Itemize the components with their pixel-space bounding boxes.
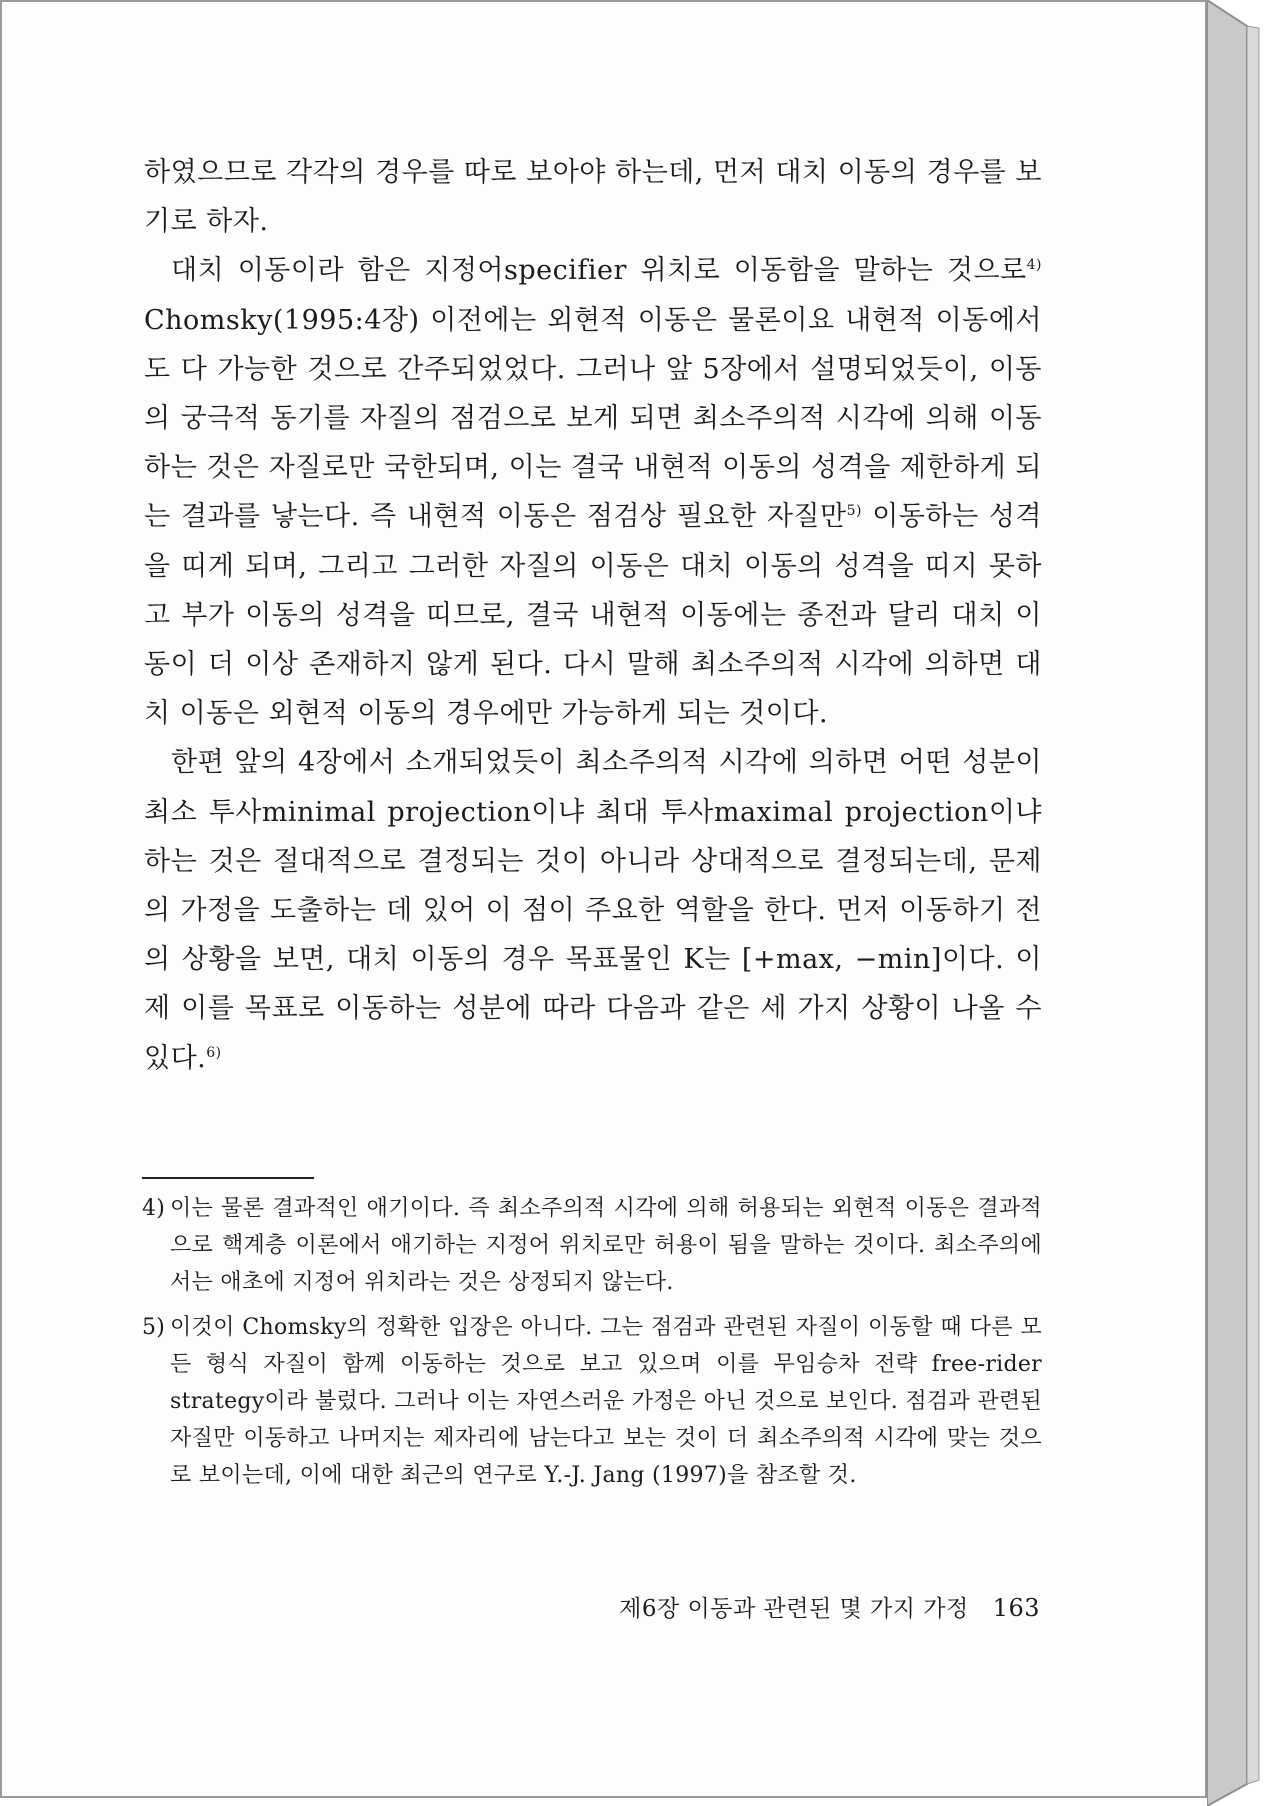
paragraph-1: [144, 148, 1042, 246]
footnote-4-text: 이는 물론 결과적인 애기이다. 즉 최소주의적 시각에 의해 허용되는 외현적 이동은 결과적으로 핵계층 이론에서 애기하는 지정어 위치로만 허용이 됨을 말하는 것이다. 최소주의에서는 애초에 지정어 위치라는 것은 상정되지 않는다.: [170, 1196, 1042, 1295]
footnote-ref-6[interactable]: 6): [206, 1044, 222, 1061]
footnote-5-text: 이것이 Chomsky의 정확한 입장은 아니다. 그는 점검과 관련된 자질이 이동할 때 다른 모든 형식 자질이 함께 이동하는 것으로 보고 있으며 이를 무임승차 전략 free-rider strategy이라 불렀다. 그러나 이는 자연스러운 가정은 아닌 것으로 보인다. 점검과 관련된 자질만 이동하고 나머지는 제자리에 남는다고 보는 것이 더 최소주의적 시각에 맞는 것으로 보이는데, 이에 대한 최근의 연구로 Y.-J. Jang (1997)을 참조할 것.: [170, 1315, 1042, 1488]
paragraph-1-text: 하였으므로 각각의 경우를 따로 보아야 하는데, 먼저 대치 이동의 경우를 보기로 하자.: [144, 157, 1042, 238]
footnote-ref-5[interactable]: 5): [846, 503, 862, 520]
footnote-5-number: 5): [142, 1315, 166, 1340]
book-spine-edge: [1207, 0, 1279, 1806]
footnote-4-number: 4): [142, 1196, 166, 1221]
chapter-title: 제6장 이동과 관련된 몇 가지 가정: [619, 1596, 969, 1622]
footnotes: [142, 1190, 1042, 1502]
paragraph-2: [144, 246, 1042, 738]
footnote-divider: [142, 1177, 314, 1179]
page-number: 163: [992, 1594, 1040, 1622]
body-text: [144, 148, 1042, 1083]
running-footer: [619, 1590, 1040, 1623]
paragraph-3: [144, 738, 1042, 1082]
paragraph-2-text-c: 이동하는 성격을 띠게 되며, 그리고 그러한 자질의 이동은 대치 이동의 성격을 띠지 못하고 부가 이동의 성격을 띠므로, 결국 내현적 이동에는 종전과 달리 대치 이동이 더 이상 존재하지 않게 된다. 다시 말해 최소주의적 시각에 의하면 대치 이동은 외현적 이동의 경우에만 가능하게 되는 것이다.: [144, 501, 1042, 730]
footnote-ref-4[interactable]: 4): [1026, 257, 1042, 274]
paragraph-2-text-b: Chomsky(1995:4장) 이전에는 외현적 이동은 물론이요 내현적 이동에서도 다 가능한 것으로 간주되었었다. 그러나 앞 5장에서 설명되었듯이, 이동의 궁극적 동기를 자질의 점검으로 보게 되면 최소주의적 시각에 의해 이동하는 것은 자질로만 국한되며, 이는 결국 내현적 이동의 성격을 제한하게 되는 결과를 낳는다. 즉 내현적 이동은 점검상 필요한 자질만: [144, 304, 1042, 533]
footnote-5: [142, 1309, 1042, 1494]
paragraph-2-text-a: 대치 이동이라 함은 지정어specifier 위치로 이동함을 말하는 것으로: [171, 255, 1027, 287]
paragraph-3-text: 한편 앞의 4장에서 소개되었듯이 최소주의적 시각에 의하면 어떤 성분이 최소 투사minimal projection이냐 최대 투사maximal projection이냐 하는 것은 절대적으로 결정되는 것이 아니라 상대적으로 결정되는데, 문제의 가정을 도출하는 데 있어 이 점이 주요한 역할을 한다. 먼저 이동하기 전의 상황을 보면, 대치 이동의 경우 목표물인 K는 [+max, −min]이다. 이제 이를 목표로 이동하는 성분에 따라 다음과 같은 세 가지 상황이 나올 수 있다.: [144, 747, 1042, 1074]
footnote-4: [142, 1190, 1042, 1301]
